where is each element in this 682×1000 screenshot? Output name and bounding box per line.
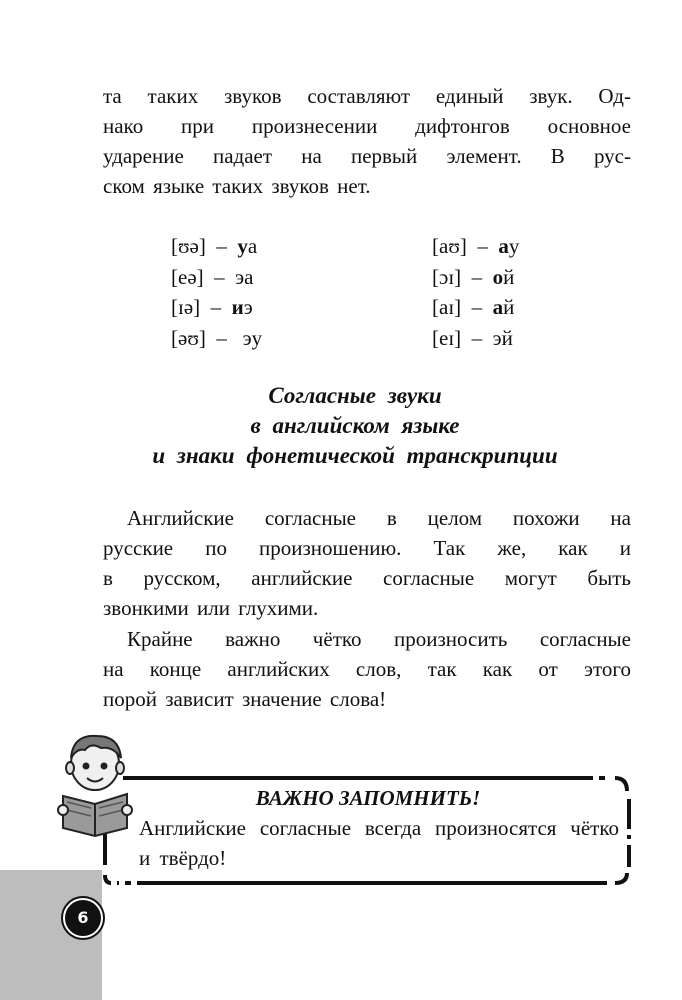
diphthong-row: [eɪ] – эй [432, 326, 513, 350]
text-line: нако при произнесении дифтонгов основное [103, 114, 631, 138]
text-line: та таких звуков составляют единый звук. Од- [103, 84, 631, 108]
text-line: Крайне важно чётко произносить согласные [127, 627, 631, 651]
important-paragraph [103, 624, 631, 714]
section-heading-line: в английском языке [250, 413, 460, 438]
note-text: Английские согласные всегда произносятся чётко и твёрдо! [139, 816, 619, 870]
text-line: порой зависит значение слова! [103, 687, 387, 711]
diphthong-row: [ɪə] – иэ [171, 295, 253, 319]
text-line: Английские согласные в целом похожи на [127, 506, 631, 530]
text-line: на конце английских слов, так как от этого [103, 657, 631, 681]
text-line: звонкими или глухими. [103, 596, 319, 620]
section-heading-line: и знаки фонетической транскрипции [152, 443, 558, 468]
page-number: 6 [63, 898, 103, 938]
text-line: ударение падает на первый элемент. В рус- [103, 144, 631, 168]
note-title: ВАЖНО ЗАПОМНИТЬ! [255, 786, 481, 810]
text-line: русские по произношению. Так же, как и [103, 536, 631, 560]
section-heading-line: Согласные звуки [268, 383, 442, 408]
diphthong-row: [ʊə] – уа [171, 234, 258, 258]
intro-paragraph [103, 81, 631, 201]
text-line: в русском, английские согласные могут быть [103, 566, 631, 590]
diphthong-row: [eə] – эа [171, 265, 254, 289]
diphthong-row: [ɔɪ] – ой [432, 265, 515, 289]
boy-reading-icon [55, 728, 135, 838]
diphthong-row: [əʊ] – эу [171, 326, 263, 350]
consonants-paragraph [103, 503, 631, 623]
note-box [103, 775, 633, 885]
text-line: ском языке таких звуков нет. [103, 174, 371, 198]
diphthong-row: [aɪ] – ай [432, 295, 515, 319]
diphthong-row: [aʊ] – ау [432, 234, 520, 258]
